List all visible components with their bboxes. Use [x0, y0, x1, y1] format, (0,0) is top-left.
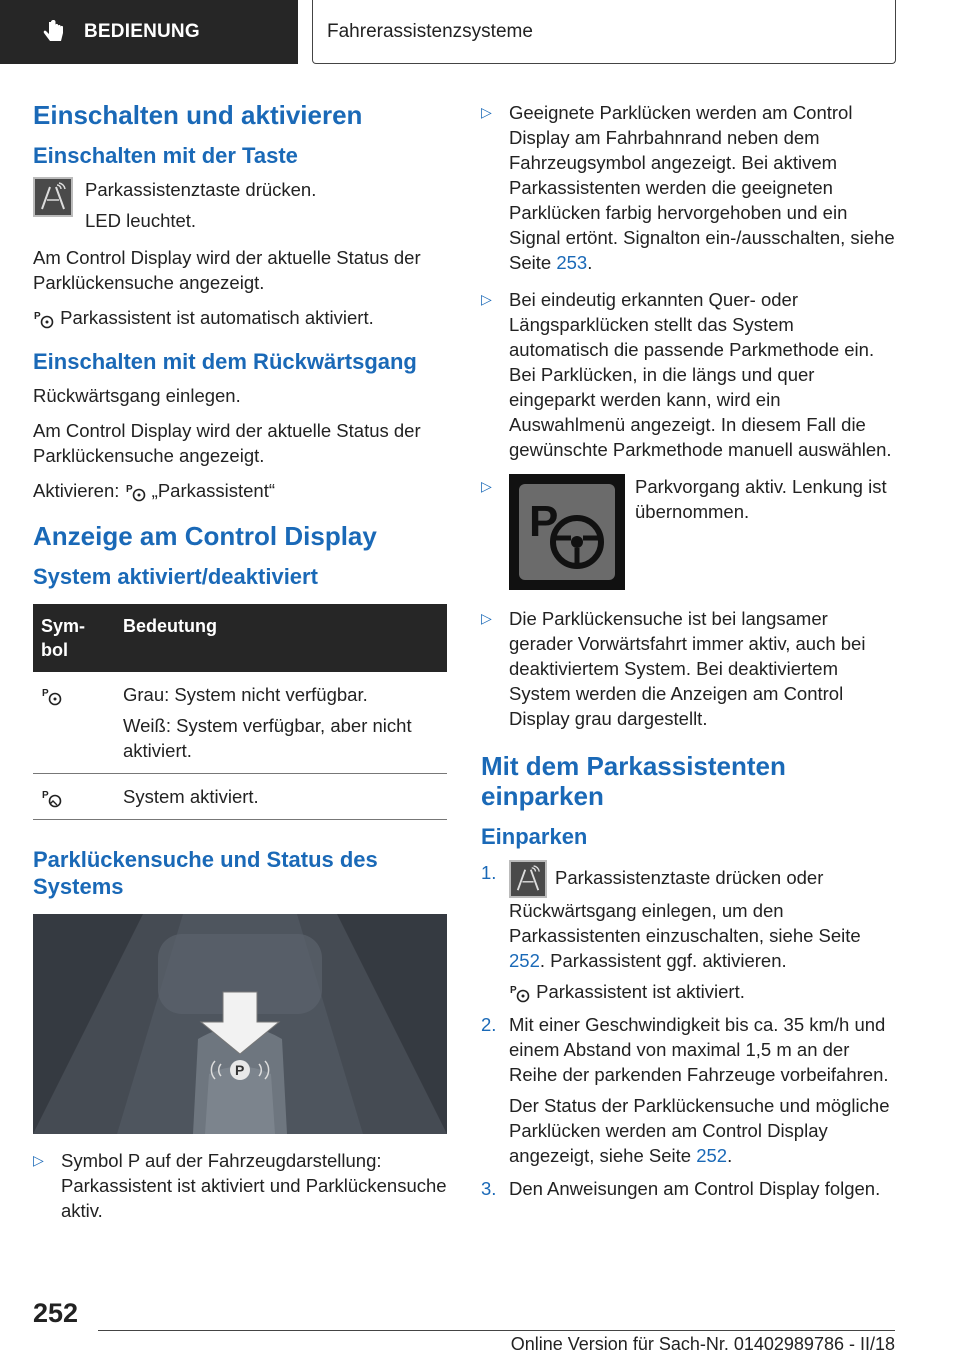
- triangle-bullet-icon: ▷: [481, 291, 492, 307]
- list-item: ▷ Die Parklückensuche ist bei langsamer gerader Vorwärtsfahrt immer aktiv, auch bei deaktiviertem System. Bei deaktiviertem System werden die Anzeigen am Control Display grau dargestellt.: [481, 608, 866, 729]
- svg-text:P: P: [42, 790, 49, 802]
- led-status: LED leuchtet.: [85, 210, 197, 231]
- heading-einparken: Einparken: [481, 824, 588, 849]
- right-column: [481, 100, 895, 1209]
- triangle-bullet-icon: ▷: [481, 104, 492, 120]
- park-assist-symbol-icon: [33, 309, 55, 329]
- heading-anzeige: Anzeige am Control Display: [33, 521, 377, 551]
- meaning-grey: Grau: System nicht verfügbar.: [123, 684, 368, 705]
- status-text: Am Control Display wird der aktuelle Status der Parklückensuche angezeigt.: [33, 247, 421, 293]
- section-title: BEDIENUNG: [84, 21, 200, 42]
- meaning-white: Weiß: System verfügbar, aber nicht aktiviert.: [123, 715, 412, 761]
- park-assist-key-icon: [509, 860, 547, 898]
- chapter-title: Fahrerassistenzsysteme: [327, 20, 533, 42]
- auto-active-line: P Parkassistent ist automatisch aktiviert.: [34, 307, 374, 328]
- heading-einparken-main: Mit dem Parkassistenten einparken: [481, 751, 786, 811]
- park-assist-symbol-icon: [41, 686, 63, 706]
- triangle-bullet-icon: ▷: [33, 1152, 44, 1168]
- list-item: ▷ Bei eindeutig erkannten Quer- oder Längsparklücken stellt das System automatisch die passende Parkmethode ein. Bei Parklücken, in die längs und quer eingeparkt werden kann, wird ein Auswahlmenü angezeigt. In diesem Fall die gewünschte Parkmethode manuell auswählen.: [481, 289, 892, 460]
- left-column: [33, 100, 447, 1235]
- page-number: 252: [33, 1298, 79, 1328]
- symbol-table: [33, 604, 447, 820]
- list-item: ▷ Symbol P auf der Fahrzeugdarstellung: Parkassistent ist aktiviert und Parklückensuche aktiv.: [33, 1150, 447, 1221]
- svg-text:P: P: [510, 985, 517, 997]
- step-1: 1. Parkassistenztaste drücken oder Rückwärtsgang einlegen, um den Parkassistenten einzuschalten, siehe Seite 252. Parkassistent ggf. aktivieren. P Parkassistent ist aktiviert.: [481, 862, 861, 1002]
- svg-text:P: P: [529, 497, 559, 546]
- table-row: [33, 672, 447, 774]
- parking-active-steering-icon: [509, 474, 625, 590]
- hand-icon: [40, 18, 68, 46]
- activate-line: Aktivieren: P „Parkassistent“: [33, 480, 276, 501]
- table-header: [33, 604, 447, 672]
- col-symbol: Sym- bol: [33, 604, 115, 672]
- park-assist-key-icon: [33, 177, 73, 217]
- section-tab: [0, 0, 298, 64]
- park-assist-active-icon: [41, 788, 63, 808]
- svg-text:P: P: [42, 688, 49, 700]
- meaning-active: System aktiviert.: [123, 786, 259, 807]
- svg-text:P: P: [235, 1062, 245, 1078]
- list-item: ▷ P Parkvorgang aktiv. Lenkung ist übernommen.: [481, 474, 895, 590]
- heading-taste: Einschalten mit der Taste: [33, 143, 298, 168]
- heading-einschalten: Einschalten und aktivieren: [33, 100, 363, 130]
- heading-parkluecke: Parklückensuche und Status des Systems: [33, 847, 378, 899]
- parking-display-illustration: [33, 914, 447, 1134]
- page-link-252[interactable]: 252: [509, 950, 540, 971]
- triangle-bullet-icon: ▷: [481, 478, 492, 494]
- triangle-bullet-icon: ▷: [481, 610, 492, 626]
- step-2: 2. Mit einer Geschwindigkeit bis ca. 35 km/h und einem Abstand von maximal 1,5 m an der Reihe der parkenden Fahrzeuge vorbeifahren. Der Status der Parklückensuche und mögliche Parklücken werden am Control Display angezeigt, siehe Seite 252.: [481, 1014, 890, 1166]
- reverse-text: Rückwärtsgang einlegen.: [33, 385, 241, 406]
- step-3: 3. Den Anweisungen am Control Display folgen.: [481, 1178, 881, 1199]
- status-text-2: Am Control Display wird der aktuelle Status der Parklückensuche angezeigt.: [33, 420, 421, 466]
- col-meaning: Bedeutung: [115, 604, 447, 672]
- heading-rueckwaertsgang: Einschalten mit dem Rückwärtsgang: [33, 349, 417, 374]
- svg-text:P: P: [125, 484, 133, 496]
- park-assist-symbol-icon: [509, 983, 531, 1003]
- page-link-252[interactable]: 252: [696, 1145, 728, 1166]
- footer-version: Online Version für Sach-Nr. 01402989786 - II/18: [510, 1334, 895, 1354]
- table-row: [33, 774, 447, 820]
- key-instruction: Parkassistenztaste drücken.: [85, 179, 317, 200]
- svg-text:P: P: [34, 311, 41, 323]
- footer-divider: [98, 1330, 895, 1331]
- park-assist-symbol-icon: [125, 482, 147, 502]
- heading-system: System aktiviert/deaktiviert: [33, 564, 318, 589]
- park-key-row: [33, 177, 447, 233]
- page-link-253[interactable]: 253: [556, 252, 588, 273]
- list-item: ▷ Geeignete Parklücken werden am Control Display am Fahrbahnrand neben dem Fahrzeugsymbol angezeigt. Bei aktivem Parkassistenten werden die geeigneten Parklücken farbig hervorgehoben und ein Signal ertönt. Signalton ein-/ausschalten, siehe Seite 253.: [481, 102, 895, 273]
- chapter-header: [312, 0, 896, 64]
